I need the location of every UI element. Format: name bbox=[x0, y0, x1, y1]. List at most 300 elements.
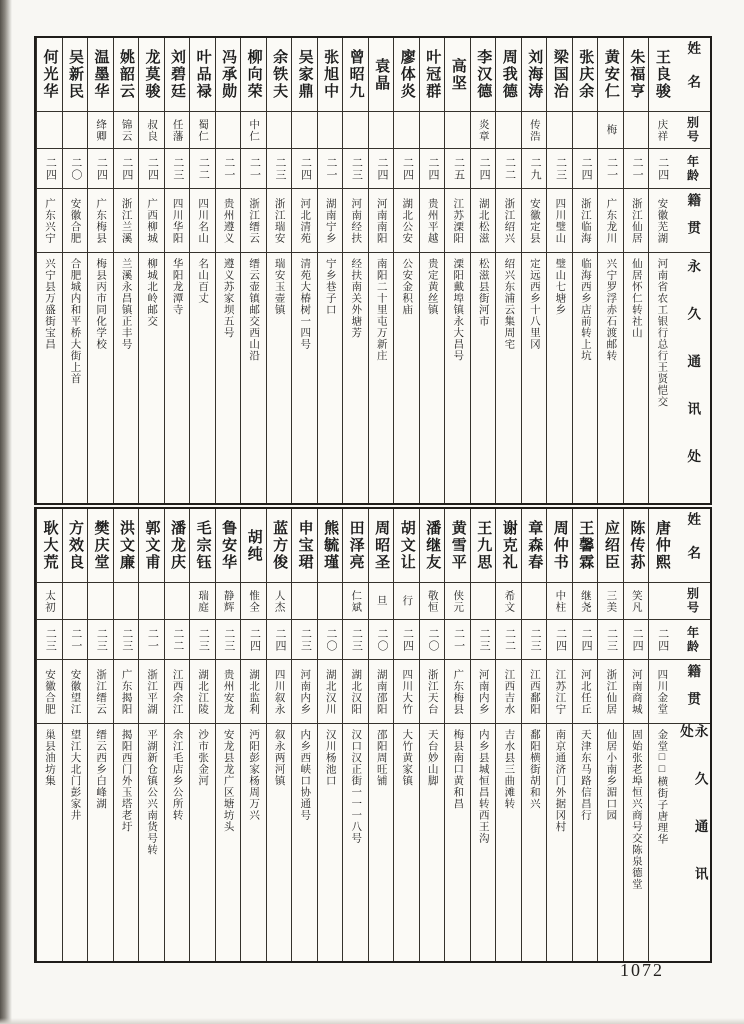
header-column bbox=[674, 38, 710, 503]
person-column bbox=[189, 38, 215, 503]
scan-bottom-shadow bbox=[0, 1018, 744, 1024]
person-native-place: 安徽合肥 bbox=[37, 660, 62, 724]
person-age: 二四 bbox=[420, 149, 445, 189]
person-native-place: 河北清苑 bbox=[292, 189, 317, 253]
person-column bbox=[546, 509, 572, 961]
person-address: 遵义苏家坝五号 bbox=[222, 258, 234, 339]
person-name: 周仲书 bbox=[547, 509, 572, 583]
person-alias: 三美 bbox=[598, 583, 623, 620]
person-native-place: 浙江仙居 bbox=[598, 660, 623, 724]
person-address: 沙市张金河 bbox=[197, 729, 209, 787]
person-address: 合肥城内和平桥大街上首 bbox=[69, 258, 81, 385]
person-column bbox=[266, 509, 292, 961]
person-name: 柳向荣 bbox=[241, 38, 266, 112]
person-native-place: 安徽芜湖 bbox=[649, 189, 674, 253]
person-alias: 旦 bbox=[369, 583, 394, 620]
person-native-place: 四川璧山 bbox=[547, 189, 572, 253]
person-age: 二〇 bbox=[63, 149, 88, 189]
person-native-place: 湖北监利 bbox=[241, 660, 266, 724]
person-name: 廖体炎 bbox=[394, 38, 419, 112]
person-alias: 仁斌 bbox=[343, 583, 368, 620]
person-age: 二三 bbox=[88, 620, 113, 660]
person-native-place: 河北任丘 bbox=[573, 660, 598, 724]
person-native-place: 湖北公安 bbox=[394, 189, 419, 253]
person-column bbox=[368, 38, 394, 503]
person-age: 二四 bbox=[649, 620, 674, 660]
person-age: 二一 bbox=[139, 620, 164, 660]
person-alias bbox=[292, 112, 317, 149]
person-name: 田泽亮 bbox=[343, 509, 368, 583]
person-age: 二二 bbox=[165, 620, 190, 660]
person-native-place: 浙江仙居 bbox=[624, 189, 649, 253]
person-address: 余江毛店乡公所转 bbox=[171, 729, 183, 821]
header-name-label: 姓名 bbox=[674, 509, 710, 583]
person-address: 南京通济门外据冈村 bbox=[554, 729, 566, 833]
person-age: 二〇 bbox=[369, 620, 394, 660]
person-alias bbox=[445, 112, 470, 149]
person-alias: 叔良 bbox=[139, 112, 164, 149]
person-native-place: 河南经扶 bbox=[343, 189, 368, 253]
person-name: 高坚 bbox=[445, 38, 470, 112]
person-name: 吴家鼎 bbox=[292, 38, 317, 112]
person-column bbox=[368, 509, 394, 961]
person-column bbox=[495, 38, 521, 503]
person-column bbox=[317, 38, 343, 503]
person-age: 二三 bbox=[292, 620, 317, 660]
person-name: 胡纯 bbox=[241, 509, 266, 583]
person-age: 二二 bbox=[496, 620, 521, 660]
person-name: 姚韶云 bbox=[114, 38, 139, 112]
person-column bbox=[87, 509, 113, 961]
scan-gutter-shadow bbox=[0, 0, 12, 1024]
header-column bbox=[674, 509, 710, 961]
person-age: 二三 bbox=[165, 149, 190, 189]
person-address: 汉川杨池口 bbox=[324, 729, 336, 787]
person-name: 王九思 bbox=[471, 509, 496, 583]
person-alias: 炎章 bbox=[471, 112, 496, 149]
person-address: 兴宁县万盛街宝昌 bbox=[44, 258, 56, 350]
person-age: 二二 bbox=[190, 149, 215, 189]
person-name: 唐仲熙 bbox=[649, 509, 674, 583]
person-name: 章森春 bbox=[522, 509, 547, 583]
person-column bbox=[470, 509, 496, 961]
person-name: 龙莫骏 bbox=[139, 38, 164, 112]
person-column bbox=[521, 38, 547, 503]
person-age: 二一 bbox=[624, 149, 649, 189]
person-age: 二四 bbox=[88, 149, 113, 189]
person-native-place: 浙江缙云 bbox=[88, 660, 113, 724]
person-alias bbox=[318, 112, 343, 149]
person-column bbox=[113, 38, 139, 503]
person-age: 二一 bbox=[216, 149, 241, 189]
person-alias: 行 bbox=[394, 583, 419, 620]
person-address: 仙居怀仁转社山 bbox=[630, 258, 642, 339]
person-native-place: 湖北江陵 bbox=[190, 660, 215, 724]
person-native-place: 江苏江宁 bbox=[547, 660, 572, 724]
person-address: 兴宁罗浮赤石渡邮转 bbox=[605, 258, 617, 362]
person-column bbox=[215, 509, 241, 961]
person-name: 方效良 bbox=[63, 509, 88, 583]
header-alias-label: 别号 bbox=[674, 112, 710, 149]
person-name: 黄雪平 bbox=[445, 509, 470, 583]
person-alias bbox=[216, 112, 241, 149]
person-column bbox=[291, 38, 317, 503]
person-address: 溧阳戴埠镇永大昌号 bbox=[452, 258, 464, 362]
person-alias: 继尧 bbox=[573, 583, 598, 620]
person-column bbox=[572, 509, 598, 961]
person-name: 袁晶 bbox=[369, 38, 394, 112]
person-native-place: 安徽定县 bbox=[522, 189, 547, 253]
person-column bbox=[393, 509, 419, 961]
person-column bbox=[113, 509, 139, 961]
person-address: 平湖新仓镇公兴南货号转 bbox=[146, 729, 158, 856]
person-name: 耿大荒 bbox=[37, 509, 62, 583]
person-age: 二四 bbox=[369, 149, 394, 189]
person-name: 冯承勋 bbox=[216, 38, 241, 112]
person-alias: 瑞庭 bbox=[190, 583, 215, 620]
person-address: 金堂□□横街子唐理华 bbox=[656, 729, 668, 845]
person-native-place: 浙江兰溪 bbox=[114, 189, 139, 253]
person-alias: 锦云 bbox=[114, 112, 139, 149]
person-native-place: 广东揭阳 bbox=[114, 660, 139, 724]
person-age: 二四 bbox=[547, 620, 572, 660]
person-native-place: 江西吉水 bbox=[496, 660, 521, 724]
person-address: 名山百丈 bbox=[197, 258, 209, 304]
person-address: 公安金积庙 bbox=[401, 258, 413, 316]
person-column bbox=[138, 509, 164, 961]
person-address: 华阳龙潭寺 bbox=[171, 258, 183, 316]
person-column bbox=[495, 509, 521, 961]
person-native-place: 江西余江 bbox=[165, 660, 190, 724]
person-age: 二四 bbox=[241, 620, 266, 660]
person-column bbox=[419, 38, 445, 503]
person-address: 河南省农工银行总行王贤恺交 bbox=[656, 258, 668, 408]
person-alias: 中仁 bbox=[241, 112, 266, 149]
person-alias: 希文 bbox=[496, 583, 521, 620]
person-address: 临海西乡店前转上坑 bbox=[579, 258, 591, 362]
person-native-place: 河南商城 bbox=[624, 660, 649, 724]
person-native-place: 广东梅县 bbox=[445, 660, 470, 724]
person-address: 缙云西乡白峰湖 bbox=[95, 729, 107, 810]
person-alias: 庆祥 bbox=[649, 112, 674, 149]
person-age: 二四 bbox=[292, 149, 317, 189]
person-age: 二四 bbox=[394, 620, 419, 660]
person-name: 谢克礼 bbox=[496, 509, 521, 583]
person-native-place: 贵州遵义 bbox=[216, 189, 241, 253]
person-alias bbox=[63, 112, 88, 149]
person-name: 胡文让 bbox=[394, 509, 419, 583]
person-address: 绍兴东浦云集周宅 bbox=[503, 258, 515, 350]
person-alias: 任藩 bbox=[165, 112, 190, 149]
person-column bbox=[393, 38, 419, 503]
person-address: 缙云壶镇邮交西山沿 bbox=[248, 258, 260, 362]
person-name: 朱福亨 bbox=[624, 38, 649, 112]
person-age: 二一 bbox=[63, 620, 88, 660]
person-alias bbox=[394, 112, 419, 149]
person-native-place: 浙江平湖 bbox=[139, 660, 164, 724]
person-column bbox=[546, 38, 572, 503]
person-alias bbox=[63, 583, 88, 620]
person-native-place: 湖北松滋 bbox=[471, 189, 496, 253]
person-address: 天津东马路信昌行 bbox=[579, 729, 591, 821]
person-native-place: 浙江临海 bbox=[573, 189, 598, 253]
person-alias: 梅 bbox=[598, 112, 623, 149]
person-address: 梅县南口黄和昌 bbox=[452, 729, 464, 810]
person-column bbox=[521, 509, 547, 961]
person-address: 鄱阳横街胡和兴 bbox=[528, 729, 540, 810]
person-native-place: 广东龙川 bbox=[598, 189, 623, 253]
person-address: 安龙县龙广区塘坊头 bbox=[222, 729, 234, 833]
person-name: 余铁夫 bbox=[267, 38, 292, 112]
person-alias bbox=[496, 112, 521, 149]
person-name: 洪文廉 bbox=[114, 509, 139, 583]
person-name: 张旭中 bbox=[318, 38, 343, 112]
person-age: 二四 bbox=[649, 149, 674, 189]
person-column bbox=[623, 38, 649, 503]
person-name: 应绍臣 bbox=[598, 509, 623, 583]
person-address: 望江大北门彭家井 bbox=[69, 729, 81, 821]
person-native-place: 江苏溧阳 bbox=[445, 189, 470, 253]
person-alias: 太初 bbox=[37, 583, 62, 620]
person-native-place: 湖南宁乡 bbox=[318, 189, 343, 253]
person-address: 柳城北岭邮交 bbox=[146, 258, 158, 327]
person-native-place: 浙江缙云 bbox=[241, 189, 266, 253]
person-column bbox=[164, 38, 190, 503]
person-age: 二四 bbox=[114, 149, 139, 189]
person-age: 二四 bbox=[471, 149, 496, 189]
person-name: 陈传荪 bbox=[624, 509, 649, 583]
person-address: 仙居小南乡湄口园 bbox=[605, 729, 617, 821]
person-alias: 人杰 bbox=[267, 583, 292, 620]
page-number: 1072 bbox=[620, 960, 664, 980]
person-address: 巢县油坊集 bbox=[44, 729, 56, 787]
person-age: 二三 bbox=[190, 620, 215, 660]
person-native-place: 浙江天台 bbox=[420, 660, 445, 724]
person-alias: 蜀仁 bbox=[190, 112, 215, 149]
person-column bbox=[342, 509, 368, 961]
person-age: 二四 bbox=[573, 620, 598, 660]
person-native-place: 贵州安龙 bbox=[216, 660, 241, 724]
person-column bbox=[648, 38, 674, 503]
person-address: 邵阳周旺铺 bbox=[375, 729, 387, 787]
header-address-label: 永久通讯处 bbox=[678, 724, 708, 914]
person-address: 叙永两河镇 bbox=[273, 729, 285, 787]
person-address: 璧山七塘乡 bbox=[554, 258, 566, 316]
person-alias bbox=[624, 112, 649, 149]
person-column bbox=[291, 509, 317, 961]
person-column bbox=[623, 509, 649, 961]
person-address: 南阳二十里屯万新庄 bbox=[375, 258, 387, 362]
person-name: 蓝方俊 bbox=[267, 509, 292, 583]
person-age: 二三 bbox=[267, 149, 292, 189]
person-address: 清苑大椿树一四号 bbox=[299, 258, 311, 350]
person-name: 潘继友 bbox=[420, 509, 445, 583]
person-alias bbox=[292, 583, 317, 620]
person-column bbox=[36, 38, 62, 503]
person-alias: 笑凡 bbox=[624, 583, 649, 620]
person-address: 经扶南关外塘芳 bbox=[350, 258, 362, 339]
person-column bbox=[444, 509, 470, 961]
person-column bbox=[470, 38, 496, 503]
person-column bbox=[62, 38, 88, 503]
person-alias bbox=[318, 583, 343, 620]
person-native-place: 广东梅县 bbox=[88, 189, 113, 253]
person-age: 二二 bbox=[496, 149, 521, 189]
person-name: 李汉德 bbox=[471, 38, 496, 112]
person-native-place: 安徽望江 bbox=[63, 660, 88, 724]
person-age: 二三 bbox=[114, 620, 139, 660]
person-name: 毛宗钰 bbox=[190, 509, 215, 583]
person-age: 二九 bbox=[522, 149, 547, 189]
person-column bbox=[419, 509, 445, 961]
person-address: 沔阳彭家杨周万兴 bbox=[248, 729, 260, 821]
person-alias: 传浩 bbox=[522, 112, 547, 149]
person-age: 二三 bbox=[522, 620, 547, 660]
person-name: 刘海涛 bbox=[522, 38, 547, 112]
person-alias bbox=[165, 583, 190, 620]
person-name: 申宝珺 bbox=[292, 509, 317, 583]
person-name: 潘龙庆 bbox=[165, 509, 190, 583]
person-name: 何光华 bbox=[37, 38, 62, 112]
person-name: 黄安仁 bbox=[598, 38, 623, 112]
person-address: 松滋县街河市 bbox=[477, 258, 489, 327]
header-address-label: 永久通讯处 bbox=[685, 259, 701, 497]
person-native-place: 安徽合肥 bbox=[63, 189, 88, 253]
person-age: 二四 bbox=[573, 149, 598, 189]
header-native-label: 籍贯 bbox=[674, 660, 710, 724]
person-name: 王良骏 bbox=[649, 38, 674, 112]
person-native-place: 湖南邵阳 bbox=[369, 660, 394, 724]
person-name: 曾昭九 bbox=[343, 38, 368, 112]
person-native-place: 河南南阳 bbox=[369, 189, 394, 253]
header-age-label: 年龄 bbox=[674, 620, 710, 660]
person-column bbox=[342, 38, 368, 503]
person-name: 刘碧廷 bbox=[165, 38, 190, 112]
person-native-place: 河南内乡 bbox=[292, 660, 317, 724]
person-name: 郭文甫 bbox=[139, 509, 164, 583]
person-column bbox=[597, 38, 623, 503]
person-age: 二四 bbox=[37, 149, 62, 189]
person-alias: 惟全 bbox=[241, 583, 266, 620]
person-name: 吴新民 bbox=[63, 38, 88, 112]
person-age: 二五 bbox=[445, 149, 470, 189]
person-name: 周昭圣 bbox=[369, 509, 394, 583]
person-address: 梅县丙市同化学校 bbox=[95, 258, 107, 350]
person-native-place: 四川名山 bbox=[190, 189, 215, 253]
person-alias bbox=[471, 583, 496, 620]
person-alias: 绛卿 bbox=[88, 112, 113, 149]
person-age: 二三 bbox=[216, 620, 241, 660]
person-age: 二三 bbox=[471, 620, 496, 660]
person-alias bbox=[522, 583, 547, 620]
person-age: 二四 bbox=[624, 620, 649, 660]
person-name: 鲁安华 bbox=[216, 509, 241, 583]
person-native-place: 浙江瑞安 bbox=[267, 189, 292, 253]
person-alias bbox=[343, 112, 368, 149]
person-age: 二一 bbox=[445, 620, 470, 660]
person-native-place: 湖北汉川 bbox=[318, 660, 343, 724]
person-address: 吉水县三曲滩转 bbox=[503, 729, 515, 810]
person-alias bbox=[649, 583, 674, 620]
person-age: 二三 bbox=[547, 149, 572, 189]
person-address: 内乡县城恒昌转西王沟 bbox=[477, 729, 489, 844]
person-native-place: 广西柳城 bbox=[139, 189, 164, 253]
directory-table-bottom bbox=[34, 507, 712, 963]
person-column bbox=[189, 509, 215, 961]
person-native-place: 四川叙永 bbox=[267, 660, 292, 724]
person-age: 二一 bbox=[598, 149, 623, 189]
person-column bbox=[36, 509, 62, 961]
person-name: 温墨华 bbox=[88, 38, 113, 112]
person-age: 二〇 bbox=[420, 620, 445, 660]
person-column bbox=[240, 38, 266, 503]
person-alias bbox=[573, 112, 598, 149]
person-address: 大竹黄家镇 bbox=[401, 729, 413, 787]
header-age-label: 年龄 bbox=[674, 149, 710, 189]
person-native-place: 贵州平越 bbox=[420, 189, 445, 253]
header-alias-label: 别号 bbox=[674, 583, 710, 620]
person-alias bbox=[88, 583, 113, 620]
person-address: 兰溪永昌镇正丰号 bbox=[120, 258, 132, 350]
person-name: 熊毓瑾 bbox=[318, 509, 343, 583]
person-alias: 侠元 bbox=[445, 583, 470, 620]
person-alias bbox=[420, 112, 445, 149]
person-address: 瑞安玉壶镇 bbox=[273, 258, 285, 316]
person-alias bbox=[114, 583, 139, 620]
person-age: 二三 bbox=[37, 620, 62, 660]
person-age: 二四 bbox=[267, 620, 292, 660]
header-native-label: 籍贯 bbox=[674, 189, 710, 253]
person-alias: 中柱 bbox=[547, 583, 572, 620]
person-column bbox=[648, 509, 674, 961]
person-native-place: 江西鄱阳 bbox=[522, 660, 547, 724]
person-column bbox=[240, 509, 266, 961]
person-age: 二一 bbox=[318, 149, 343, 189]
person-name: 叶冠群 bbox=[420, 38, 445, 112]
person-native-place: 四川金堂 bbox=[649, 660, 674, 724]
person-name: 王馨霖 bbox=[573, 509, 598, 583]
person-native-place: 四川华阳 bbox=[165, 189, 190, 253]
person-name: 张庆余 bbox=[573, 38, 598, 112]
person-name: 周我德 bbox=[496, 38, 521, 112]
directory-table-top bbox=[34, 36, 712, 505]
person-age: 二三 bbox=[343, 620, 368, 660]
person-name: 樊庆堂 bbox=[88, 509, 113, 583]
person-column bbox=[317, 509, 343, 961]
person-column bbox=[444, 38, 470, 503]
person-alias bbox=[139, 583, 164, 620]
person-address: 天台妙山脚 bbox=[426, 729, 438, 787]
person-name: 梁国治 bbox=[547, 38, 572, 112]
person-age: 二一 bbox=[241, 149, 266, 189]
person-age: 二〇 bbox=[318, 620, 343, 660]
person-name: 叶品禄 bbox=[190, 38, 215, 112]
person-address: 定远西乡十八里冈 bbox=[528, 258, 540, 350]
person-native-place: 浙江绍兴 bbox=[496, 189, 521, 253]
person-native-place: 湖北汉阳 bbox=[343, 660, 368, 724]
person-column bbox=[138, 38, 164, 503]
person-address: 宁乡巷子口 bbox=[324, 258, 336, 316]
person-column bbox=[62, 509, 88, 961]
person-column bbox=[572, 38, 598, 503]
person-alias: 静辉 bbox=[216, 583, 241, 620]
person-address: 贵定黄丝镇 bbox=[426, 258, 438, 316]
person-column bbox=[164, 509, 190, 961]
person-address: 揭阳西门外玉塔老圩 bbox=[120, 729, 132, 833]
person-alias bbox=[37, 112, 62, 149]
person-address: 汉口汉正街一一一八号 bbox=[350, 729, 362, 844]
person-alias bbox=[369, 112, 394, 149]
